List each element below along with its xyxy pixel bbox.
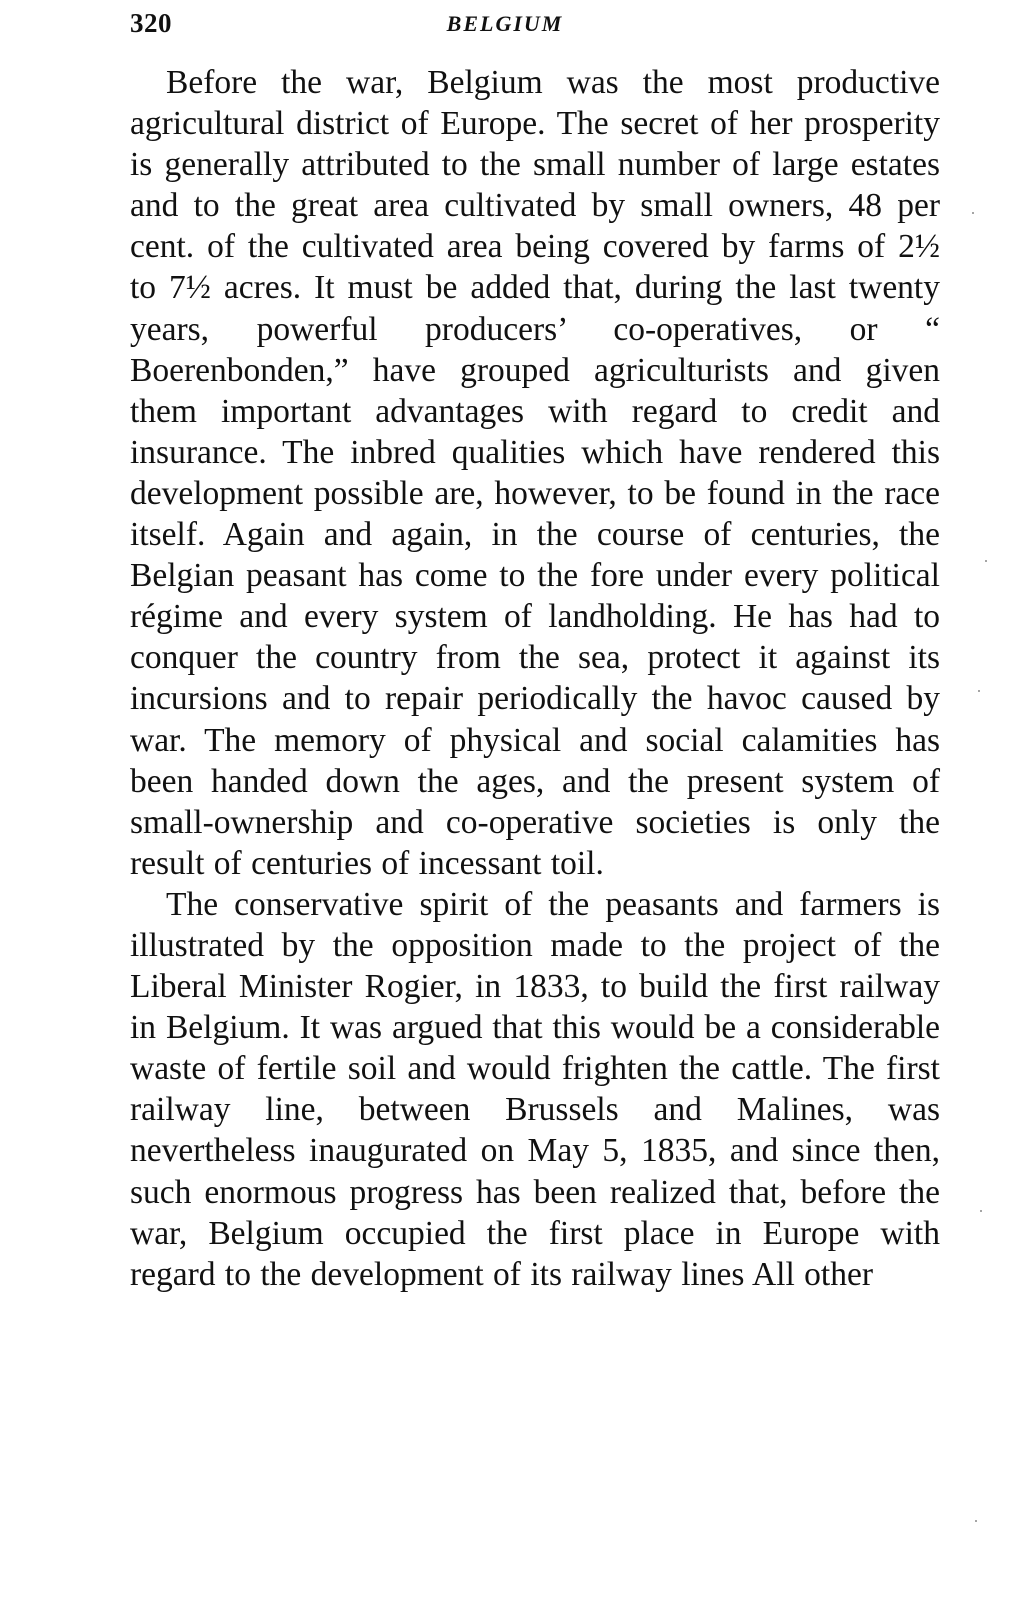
body-text	[130, 62, 940, 1295]
scan-speck	[978, 690, 980, 692]
scan-speck	[985, 560, 987, 562]
scan-speck	[975, 1520, 977, 1522]
running-head	[130, 8, 940, 48]
running-title: BELGIUM	[446, 11, 564, 36]
scan-speck	[980, 1210, 982, 1212]
page-number: 320	[130, 8, 172, 38]
paragraph: Before the war, Belgium was the most productive agricultural district of Europe. The secret of her prosperity is generally attributed to the small number of large estates and to the great area cultivated by small owners, 48 per cent. of the cultivated area being covered by farms of 2½ to 7½ acres. It must be added that, during the last twenty years, powerful producers’ co-operatives, or “ Boerenbonden,” have grouped agriculturists and given them important advantages with regard to credit and insurance. The inbred qualities which have rendered this development possible are, however, to be found in the race itself. Again and again, in the course of centuries, the Belgian peasant has come to the fore under every political régime and every system of landholding. He has had to conquer the country from the sea, protect it against its incursions and to repair periodically the havoc caused by war. The memory of physical and social calamities has been handed down the ages, and the present system of small-ownership and co-operative societies is only the result of centuries of incessant toil.	[130, 64, 940, 882]
scan-speck	[972, 212, 974, 214]
paragraph: The conservative spirit of the peasants and farmers is illustrated by the opposition made to the project of the Liberal Minister Rogier, in 1833, to build the first railway in Belgium. It was argued that this would be a considerable waste of fertile soil and would frighten the cattle. The first railway line, between Brussels and Malines, was nevertheless inaugurated on May 5, 1835, and since then, such enormous progress has been realized that, before the war, Belgium occupied the first place in Europe with regard to the development of its railway lines All other	[130, 885, 940, 1293]
